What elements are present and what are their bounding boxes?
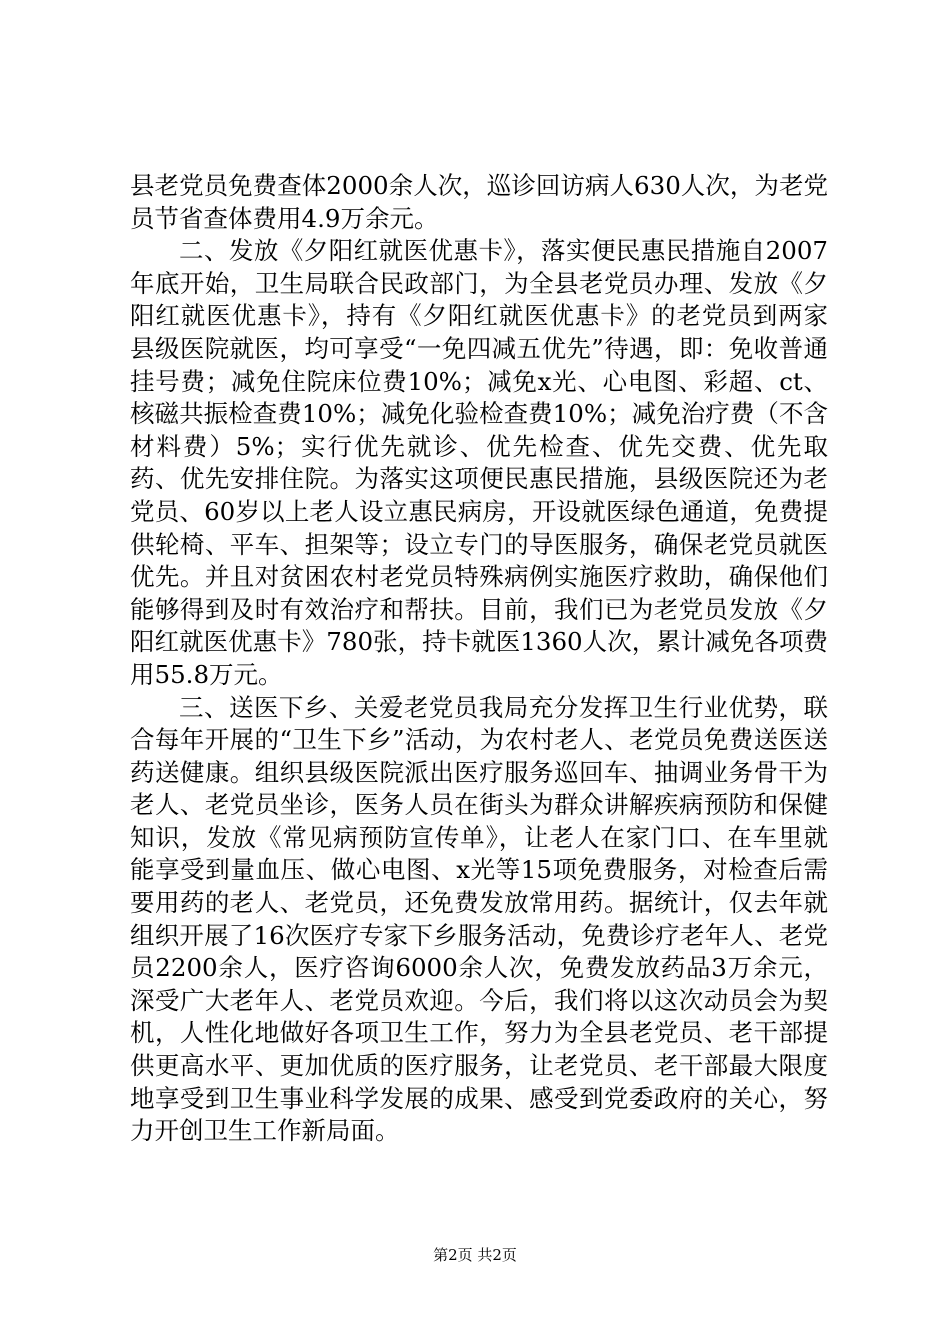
paragraph-continuation: 县老党员免费查体2000余人次，巡诊回访病人630人次，为老党员节省查体费用4.9万余元。 (130, 171, 828, 233)
document-body (130, 170, 828, 1148)
paragraph-section-three: 三、送医下乡、关爱老党员我局充分发挥卫生行业优势，联合每年开展的“卫生下乡”活动，为农村老人、老党员免费送医送药送健康。组织县级医院派出医疗服务巡回车、抽调业务骨干为老人、老党员坐诊，医务人员在街头为群众讲解疾病预防和保健知识，发放《常见病预防宣传单》，让老人在家门口、在车里就能享受到量血压、做心电图、x光等15项免费服务，对检查后需要用药的老人、老党员，还免费发放常用药。据统计，仅去年就组织开展了16次医疗专家下乡服务活动，免费诊疗老年人、老党员2200余人，医疗咨询6000余人次，免费发放药品3万余元，深受广大老年人、老党员欢迎。今后，我们将以这次动员会为契机，人性化地做好各项卫生工作，努力为全县老党员、老干部提供更高水平、更加优质的医疗服务，让老党员、老干部最大限度地享受到卫生事业科学发展的成果、感受到党委政府的关心，努力开创卫生工作新局面。 (130, 692, 828, 1146)
page-footer: 第2页 共2页 (433, 1246, 517, 1264)
paragraph-section-two: 二、发放《夕阳红就医优惠卡》，落实便民惠民措施自2007年底开始，卫生局联合民政部门，为全县老党员办理、发放《夕阳红就医优惠卡》，持有《夕阳红就医优惠卡》的老党员到两家县级医院就医，均可享受“一免四减五优先”待遇，即：免收普通挂号费；减免住院床位费10%；减免x光、心电图、彩超、ct、核磁共振检查费10%；减免化验检查费10%；减免治疗费（不含材料费）5%；实行优先就诊、优先检查、优先交费、优先取药、优先安排住院。为落实这项便民惠民措施，县级医院还为老党员、60岁以上老人设立惠民病房，开设就医绿色通道，免费提供轮椅、平车、担架等；设立专门的导医服务，确保老党员就医优先。并且对贫困农村老党员特殊病例实施医疗救助，确保他们能够得到及时有效治疗和帮扶。目前，我们已为老党员发放《夕阳红就医优惠卡》780张，持卡就医1360人次，累计减免各项费用55.8万元。 (130, 236, 828, 689)
